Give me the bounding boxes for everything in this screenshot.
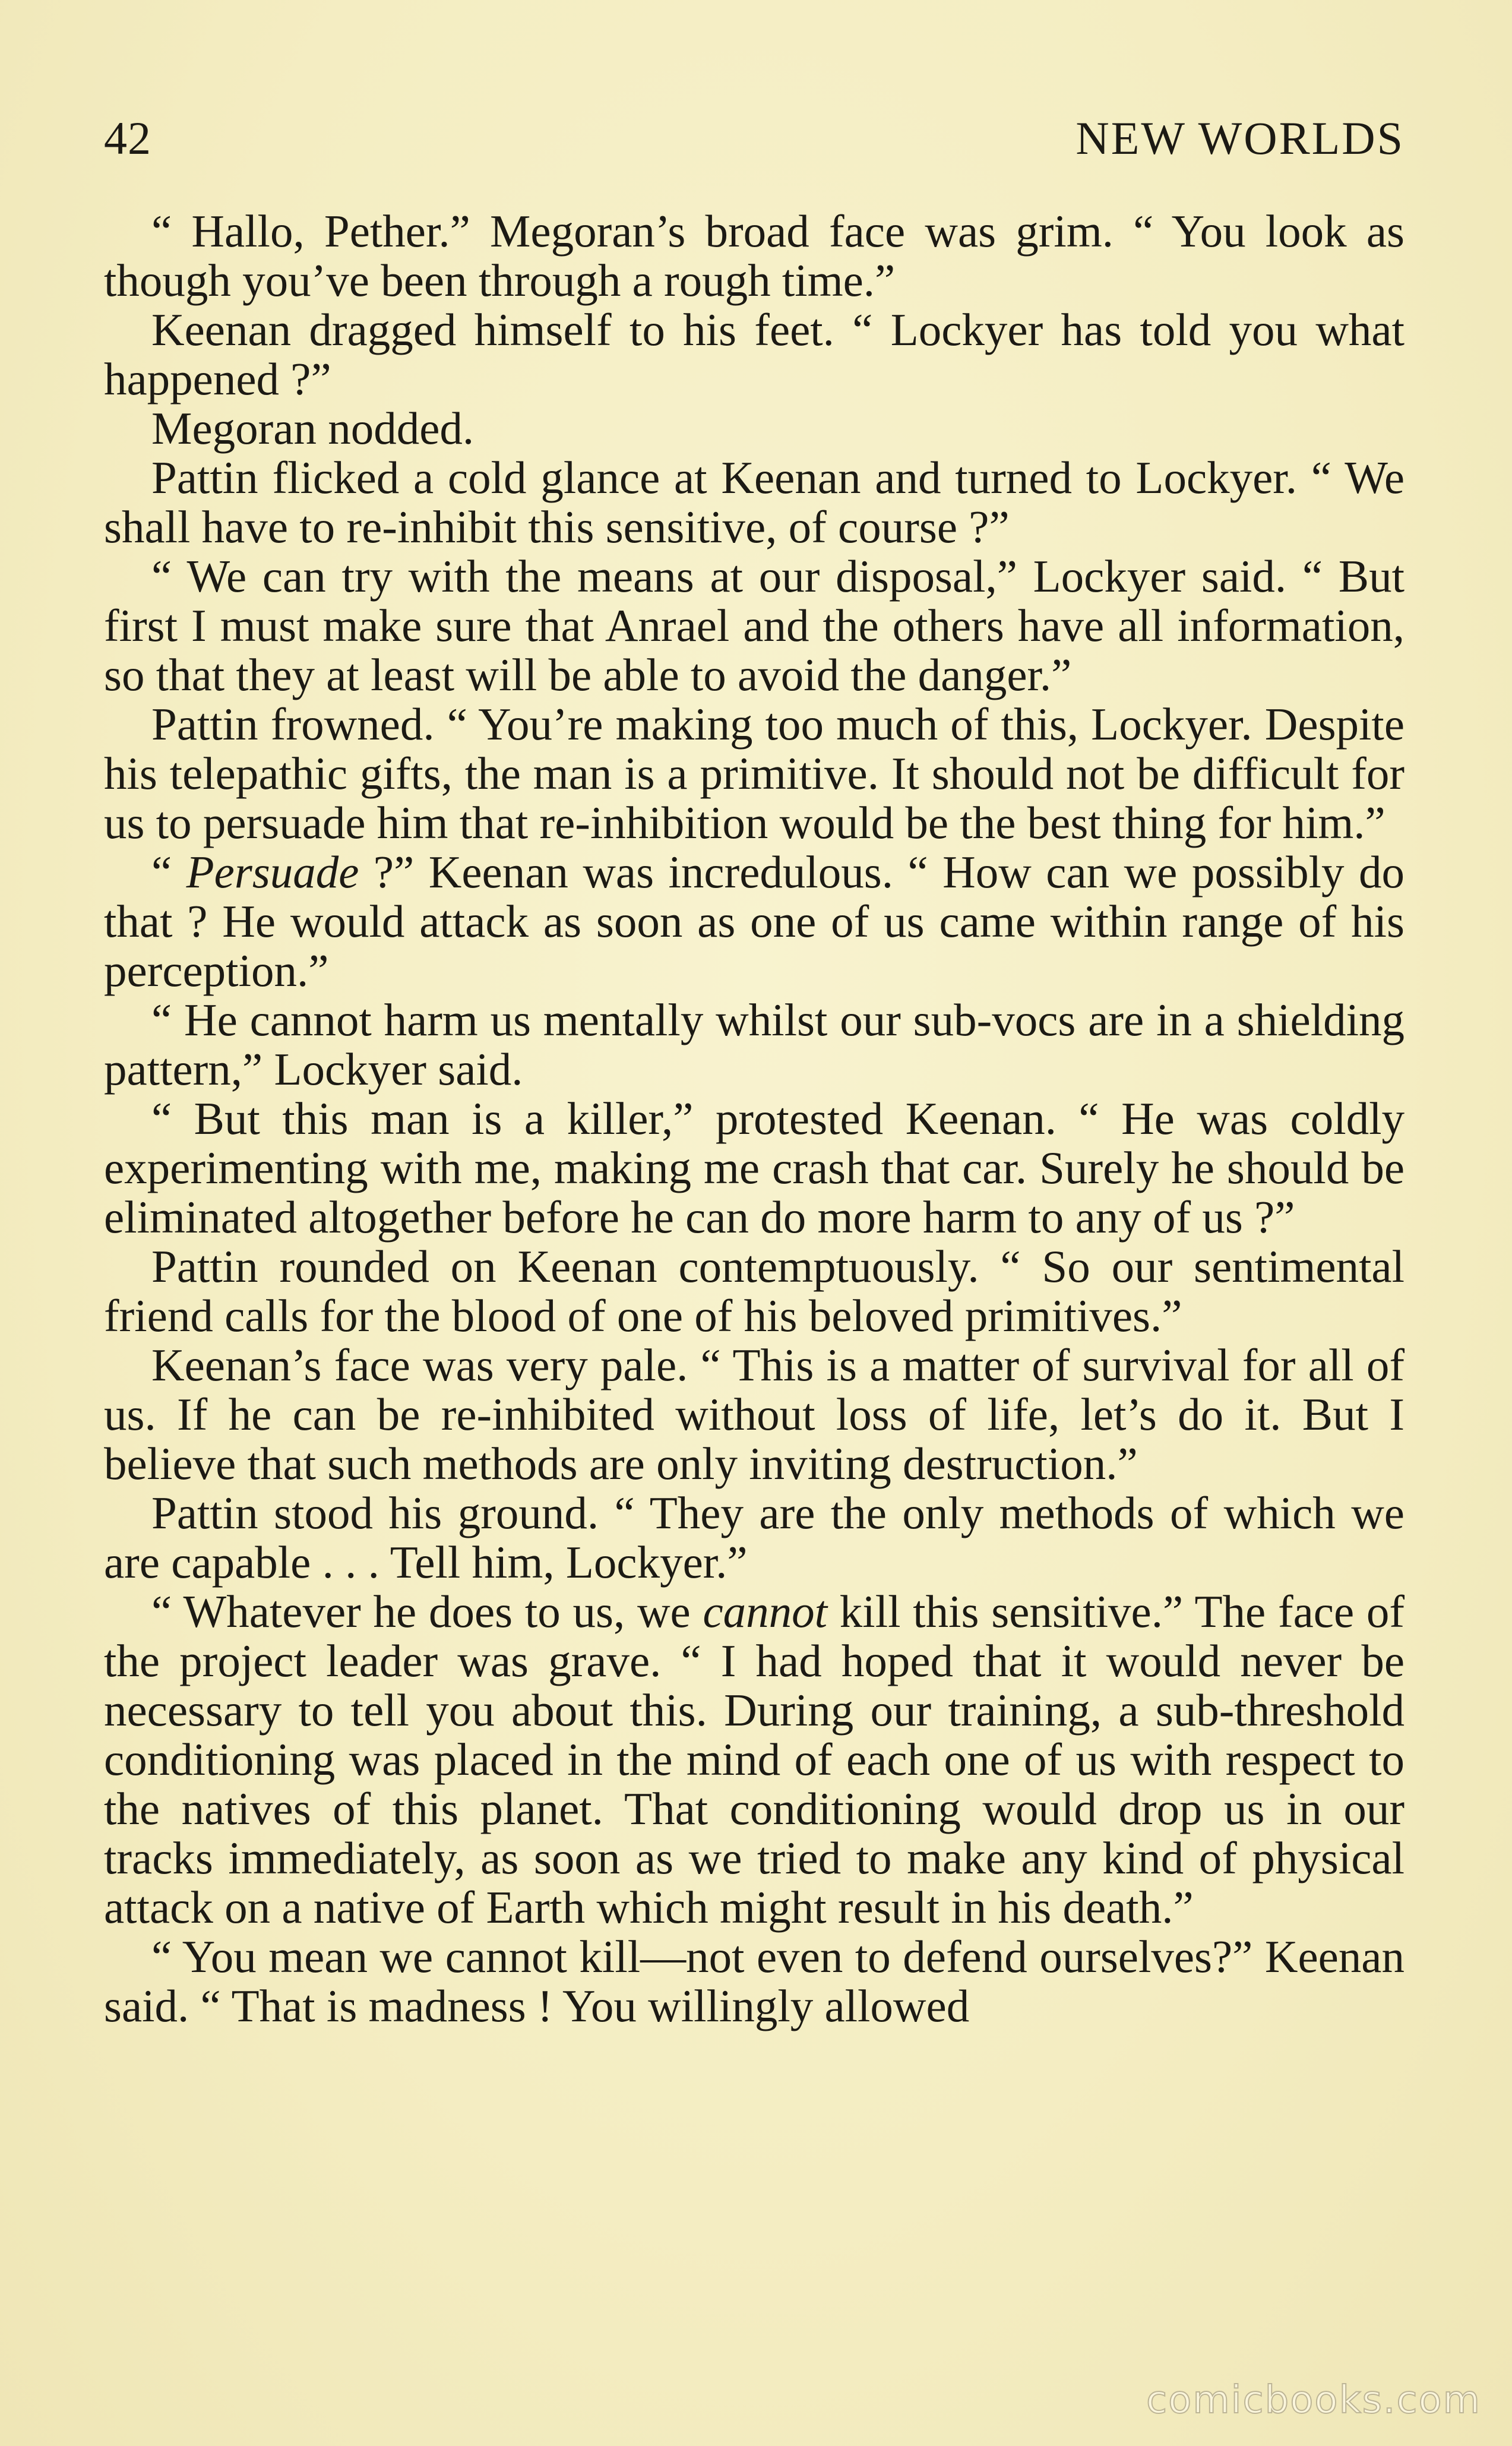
paragraph: Keenan dragged himself to his feet. “ Lockyer has told you what happened ?” (104, 304, 1405, 404)
emphasized-word: Persuade (186, 846, 359, 898)
paragraph: “ You mean we cannot kill—not even to defend ourselves?” Keenan said. “ That is madness ! You willingly allowed (104, 1931, 1405, 2031)
paragraph-text: kill this sensitive.” The face of the project leader was grave. “ I had hoped that it would never be necessary to tell you about this. During our training, a sub-threshold conditioning was placed in the mind of each one of us with respect to the natives of this planet. That conditioning would drop us in our tracks immediately, as soon as we tried to make any kind of physical attack on a native of Earth which might result in his death.” (104, 1586, 1405, 1933)
page-number: 42 (104, 112, 151, 164)
paragraph (104, 1587, 1405, 1932)
paragraph: Keenan’s face was very pale. “ This is a matter of survival for all of us. If he can be re-inhibited without loss of life, let’s do it. But I believe that such methods are only inviting destruction.” (104, 1339, 1405, 1489)
paragraph-text: ?” Keenan was incredulous. “ How can we possibly do that ? He would attack as soon as one of us came within range of his perception.” (104, 846, 1405, 996)
paragraph: “ But this man is a killer,” protested Keenan. “ He was coldly experimenting with me, making me crash that car. Surely he should be eliminated altogether before he can do more harm to any of us ?” (104, 1093, 1405, 1243)
paragraph: Pattin rounded on Keenan contemptuously. “ So our sentimental friend calls for the blood of one of his beloved primitives.” (104, 1241, 1405, 1341)
paragraph (104, 848, 1405, 996)
paragraph: Megoran nodded. (151, 403, 475, 454)
page-header (104, 106, 1405, 171)
paragraph: Pattin stood his ground. “ They are the only methods of which we are capable . . . Tell him, Lockyer.” (104, 1487, 1405, 1588)
paragraph: “ Hallo, Pether.” Megoran’s broad face was grim. “ You look as though you’ve been through a rough time.” (104, 206, 1405, 306)
body-text (104, 207, 1405, 2031)
running-head: NEW WORLDS (1076, 112, 1405, 164)
paragraph: “ He cannot harm us mentally whilst our sub-vocs are in a shielding pattern,” Lockyer said. (104, 994, 1405, 1095)
paragraph: “ We can try with the means at our disposal,” Lockyer said. “ But first I must make sure that Anrael and the others have all information, so that they at least will be able to avoid the danger.” (104, 551, 1405, 700)
paragraph: Pattin frowned. “ You’re making too much of this, Lockyer. Despite his telepathic gifts, the man is a primitive. It should not be difficult for us to persuade him that re-inhibition would be the best thing for him.” (104, 699, 1405, 848)
paragraph-text: “ Whatever he does to us, we (151, 1586, 703, 1637)
paragraph: Pattin flicked a cold glance at Keenan and turned to Lockyer. “ We shall have to re-inhibit this sensitive, of course ?” (104, 452, 1405, 552)
emphasized-word: cannot (703, 1586, 828, 1637)
paragraph-text: “ (151, 846, 186, 898)
watermark-logo: comicbooks.com (1146, 2378, 1481, 2422)
